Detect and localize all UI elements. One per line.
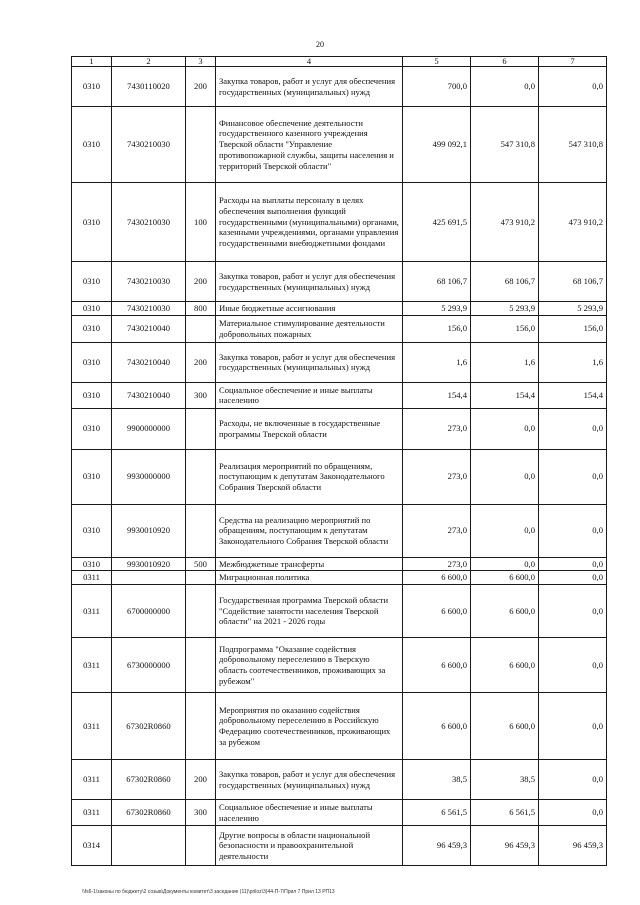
amount-year3-cell: 547 310,8 bbox=[539, 107, 607, 183]
amount-year3-cell: 0,0 bbox=[539, 585, 607, 638]
table-row bbox=[72, 183, 607, 262]
section-code-cell: 0311 bbox=[72, 800, 112, 826]
expense-type-cell: 100 bbox=[186, 183, 216, 262]
description-cell: Закупка товаров, работ и услуг для обеспечения государственных (муниципальных) нужд bbox=[216, 67, 403, 107]
description-cell: Средства на реализацию мероприятий по обращениям, поступающим к депутатам Законодательного Собрания Тверской области bbox=[216, 504, 403, 557]
amount-year2-cell: 1,6 bbox=[471, 342, 539, 382]
expense-type-cell: 500 bbox=[186, 557, 216, 571]
table-row bbox=[72, 67, 607, 107]
section-code-cell: 0311 bbox=[72, 693, 112, 760]
section-code-cell: 0310 bbox=[72, 449, 112, 504]
table-row bbox=[72, 449, 607, 504]
expense-type-cell bbox=[186, 638, 216, 693]
expense-type-cell bbox=[186, 449, 216, 504]
section-code-cell: 0314 bbox=[72, 826, 112, 866]
description-cell: Социальное обеспечение и иные выплаты населению bbox=[216, 382, 403, 408]
table-row bbox=[72, 302, 607, 316]
amount-year1-cell: 154,4 bbox=[403, 382, 471, 408]
target-code-cell: 67302R0860 bbox=[112, 760, 186, 800]
expense-type-cell bbox=[186, 107, 216, 183]
expense-type-cell: 300 bbox=[186, 800, 216, 826]
description-cell: Закупка товаров, работ и услуг для обеспечения государственных (муниципальных) нужд bbox=[216, 760, 403, 800]
amount-year3-cell: 1,6 bbox=[539, 342, 607, 382]
expense-type-cell: 200 bbox=[186, 262, 216, 302]
section-code-cell: 0311 bbox=[72, 760, 112, 800]
section-code-cell: 0310 bbox=[72, 408, 112, 449]
amount-year2-cell: 5 293,9 bbox=[471, 302, 539, 316]
section-code-cell: 0310 bbox=[72, 262, 112, 302]
expense-type-cell: 200 bbox=[186, 67, 216, 107]
amount-year1-cell: 273,0 bbox=[403, 557, 471, 571]
description-cell: Материальное стимулирование деятельности добровольных пожарных bbox=[216, 315, 403, 342]
amount-year3-cell: 0,0 bbox=[539, 571, 607, 585]
target-code-cell: 7430210040 bbox=[112, 342, 186, 382]
amount-year2-cell: 6 600,0 bbox=[471, 638, 539, 693]
amount-year2-cell: 6 600,0 bbox=[471, 693, 539, 760]
amount-year2-cell: 473 910,2 bbox=[471, 183, 539, 262]
table-body bbox=[72, 67, 607, 866]
table-row bbox=[72, 408, 607, 449]
amount-year1-cell: 6 600,0 bbox=[403, 585, 471, 638]
target-code-cell: 7430210040 bbox=[112, 315, 186, 342]
amount-year1-cell: 96 459,3 bbox=[403, 826, 471, 866]
amount-year3-cell: 0,0 bbox=[539, 557, 607, 571]
table-row bbox=[72, 760, 607, 800]
section-code-cell: 0310 bbox=[72, 382, 112, 408]
amount-year3-cell: 0,0 bbox=[539, 800, 607, 826]
table-row bbox=[72, 557, 607, 571]
amount-year3-cell: 96 459,3 bbox=[539, 826, 607, 866]
amount-year3-cell: 0,0 bbox=[539, 408, 607, 449]
table-row bbox=[72, 826, 607, 866]
amount-year3-cell: 68 106,7 bbox=[539, 262, 607, 302]
target-code-cell: 67302R0860 bbox=[112, 800, 186, 826]
amount-year1-cell: 273,0 bbox=[403, 408, 471, 449]
target-code-cell: 6730000000 bbox=[112, 638, 186, 693]
amount-year1-cell: 5 293,9 bbox=[403, 302, 471, 316]
section-code-cell: 0310 bbox=[72, 557, 112, 571]
section-code-cell: 0311 bbox=[72, 571, 112, 585]
description-cell: Иные бюджетные ассигнования bbox=[216, 302, 403, 316]
expense-type-cell: 800 bbox=[186, 302, 216, 316]
header-cell: 7 bbox=[539, 57, 607, 67]
table-row bbox=[72, 585, 607, 638]
target-code-cell bbox=[112, 826, 186, 866]
amount-year1-cell: 425 691,5 bbox=[403, 183, 471, 262]
target-code-cell: 6700000000 bbox=[112, 585, 186, 638]
section-code-cell: 0310 bbox=[72, 342, 112, 382]
amount-year3-cell: 0,0 bbox=[539, 760, 607, 800]
section-code-cell: 0310 bbox=[72, 107, 112, 183]
table-row bbox=[72, 315, 607, 342]
target-code-cell: 9930000000 bbox=[112, 449, 186, 504]
amount-year1-cell: 38,5 bbox=[403, 760, 471, 800]
expense-type-cell bbox=[186, 504, 216, 557]
target-code-cell: 9900000000 bbox=[112, 408, 186, 449]
amount-year1-cell: 499 092,1 bbox=[403, 107, 471, 183]
amount-year2-cell: 0,0 bbox=[471, 557, 539, 571]
amount-year2-cell: 547 310,8 bbox=[471, 107, 539, 183]
description-cell: Подпрограмма "Оказание содействия добровольному переселению в Тверскую область соотечественников, проживающих за рубежом" bbox=[216, 638, 403, 693]
target-code-cell: 7430210040 bbox=[112, 382, 186, 408]
description-cell: Социальное обеспечение и иные выплаты населению bbox=[216, 800, 403, 826]
amount-year2-cell: 0,0 bbox=[471, 504, 539, 557]
table-row bbox=[72, 638, 607, 693]
header-cell: 6 bbox=[471, 57, 539, 67]
expense-type-cell bbox=[186, 408, 216, 449]
description-cell: Государственная программа Тверской области "Содействие занятости населения Тверской области" на 2021 - 2026 годы bbox=[216, 585, 403, 638]
table-header-row bbox=[72, 57, 607, 67]
description-cell: Закупка товаров, работ и услуг для обеспечения государственных (муниципальных) нужд bbox=[216, 342, 403, 382]
section-code-cell: 0310 bbox=[72, 315, 112, 342]
amount-year1-cell: 1,6 bbox=[403, 342, 471, 382]
amount-year2-cell: 6 600,0 bbox=[471, 571, 539, 585]
budget-table bbox=[71, 56, 607, 866]
amount-year2-cell: 0,0 bbox=[471, 449, 539, 504]
amount-year3-cell: 154,4 bbox=[539, 382, 607, 408]
expense-type-cell: 200 bbox=[186, 342, 216, 382]
table-row bbox=[72, 693, 607, 760]
section-code-cell: 0311 bbox=[72, 585, 112, 638]
amount-year1-cell: 6 600,0 bbox=[403, 638, 471, 693]
description-cell: Реализация мероприятий по обращениям, поступающим к депутатам Законодательного Собрания Тверской области bbox=[216, 449, 403, 504]
section-code-cell: 0310 bbox=[72, 504, 112, 557]
target-code-cell bbox=[112, 571, 186, 585]
header-cell: 4 bbox=[216, 57, 403, 67]
amount-year3-cell: 156,0 bbox=[539, 315, 607, 342]
amount-year1-cell: 68 106,7 bbox=[403, 262, 471, 302]
description-cell: Расходы, не включенные в государственные программы Тверской области bbox=[216, 408, 403, 449]
amount-year2-cell: 156,0 bbox=[471, 315, 539, 342]
table-row bbox=[72, 382, 607, 408]
target-code-cell: 9930010920 bbox=[112, 504, 186, 557]
amount-year3-cell: 0,0 bbox=[539, 449, 607, 504]
description-cell: Закупка товаров, работ и услуг для обеспечения государственных (муниципальных) нужд bbox=[216, 262, 403, 302]
amount-year2-cell: 6 561,5 bbox=[471, 800, 539, 826]
expense-type-cell bbox=[186, 315, 216, 342]
table-row bbox=[72, 571, 607, 585]
table-row bbox=[72, 504, 607, 557]
description-cell: Межбюджетные трансферты bbox=[216, 557, 403, 571]
page-number: 20 bbox=[316, 40, 324, 49]
amount-year1-cell: 700,0 bbox=[403, 67, 471, 107]
amount-year3-cell: 0,0 bbox=[539, 504, 607, 557]
section-code-cell: 0311 bbox=[72, 638, 112, 693]
description-cell: Финансовое обеспечение деятельности государственного казенного учреждения Тверской области "Управление противопожарной службы, защиты населения и территорий Тверской области" bbox=[216, 107, 403, 183]
table-row bbox=[72, 800, 607, 826]
amount-year3-cell: 0,0 bbox=[539, 67, 607, 107]
amount-year1-cell: 6 600,0 bbox=[403, 571, 471, 585]
table-row bbox=[72, 342, 607, 382]
target-code-cell: 7430210030 bbox=[112, 107, 186, 183]
header-cell: 1 bbox=[72, 57, 112, 67]
header-cell: 3 bbox=[186, 57, 216, 67]
amount-year2-cell: 0,0 bbox=[471, 67, 539, 107]
target-code-cell: 9930010920 bbox=[112, 557, 186, 571]
amount-year3-cell: 0,0 bbox=[539, 638, 607, 693]
expense-type-cell: 300 bbox=[186, 382, 216, 408]
amount-year2-cell: 6 600,0 bbox=[471, 585, 539, 638]
expense-type-cell bbox=[186, 571, 216, 585]
section-code-cell: 0310 bbox=[72, 183, 112, 262]
amount-year1-cell: 6 600,0 bbox=[403, 693, 471, 760]
amount-year2-cell: 154,4 bbox=[471, 382, 539, 408]
expense-type-cell bbox=[186, 826, 216, 866]
amount-year1-cell: 156,0 bbox=[403, 315, 471, 342]
header-cell: 5 bbox=[403, 57, 471, 67]
target-code-cell: 7430210030 bbox=[112, 302, 186, 316]
file-path-footer: \\fs6-1\законы по бюджету\2 созыв\Документы комитет\3 заседание (11)\priloz\3)44-П-7\Прил 7 Прил 13 РП13 bbox=[82, 889, 335, 895]
amount-year3-cell: 473 910,2 bbox=[539, 183, 607, 262]
expense-type-cell bbox=[186, 585, 216, 638]
amount-year3-cell: 0,0 bbox=[539, 693, 607, 760]
amount-year3-cell: 5 293,9 bbox=[539, 302, 607, 316]
description-cell: Расходы на выплаты персоналу в целях обеспечения выполнения функций государственными (муниципальными) органами, казенными учреждениями, органами управления государственными внебюджетными фондами bbox=[216, 183, 403, 262]
amount-year2-cell: 96 459,3 bbox=[471, 826, 539, 866]
description-cell: Миграционная политика bbox=[216, 571, 403, 585]
amount-year1-cell: 273,0 bbox=[403, 449, 471, 504]
expense-type-cell: 200 bbox=[186, 760, 216, 800]
target-code-cell: 7430210030 bbox=[112, 262, 186, 302]
expense-type-cell bbox=[186, 693, 216, 760]
amount-year2-cell: 0,0 bbox=[471, 408, 539, 449]
table-row bbox=[72, 107, 607, 183]
amount-year1-cell: 273,0 bbox=[403, 504, 471, 557]
table-row bbox=[72, 262, 607, 302]
header-cell: 2 bbox=[112, 57, 186, 67]
target-code-cell: 7430210030 bbox=[112, 183, 186, 262]
description-cell: Другие вопросы в области национальной безопасности и правоохранительной деятельности bbox=[216, 826, 403, 866]
amount-year2-cell: 38,5 bbox=[471, 760, 539, 800]
section-code-cell: 0310 bbox=[72, 302, 112, 316]
description-cell: Мероприятия по оказанию содействия добровольному переселению в Российскую Федерацию соотечественников, проживающих за рубежом bbox=[216, 693, 403, 760]
target-code-cell: 67302R0860 bbox=[112, 693, 186, 760]
amount-year1-cell: 6 561,5 bbox=[403, 800, 471, 826]
section-code-cell: 0310 bbox=[72, 67, 112, 107]
target-code-cell: 7430110020 bbox=[112, 67, 186, 107]
amount-year2-cell: 68 106,7 bbox=[471, 262, 539, 302]
